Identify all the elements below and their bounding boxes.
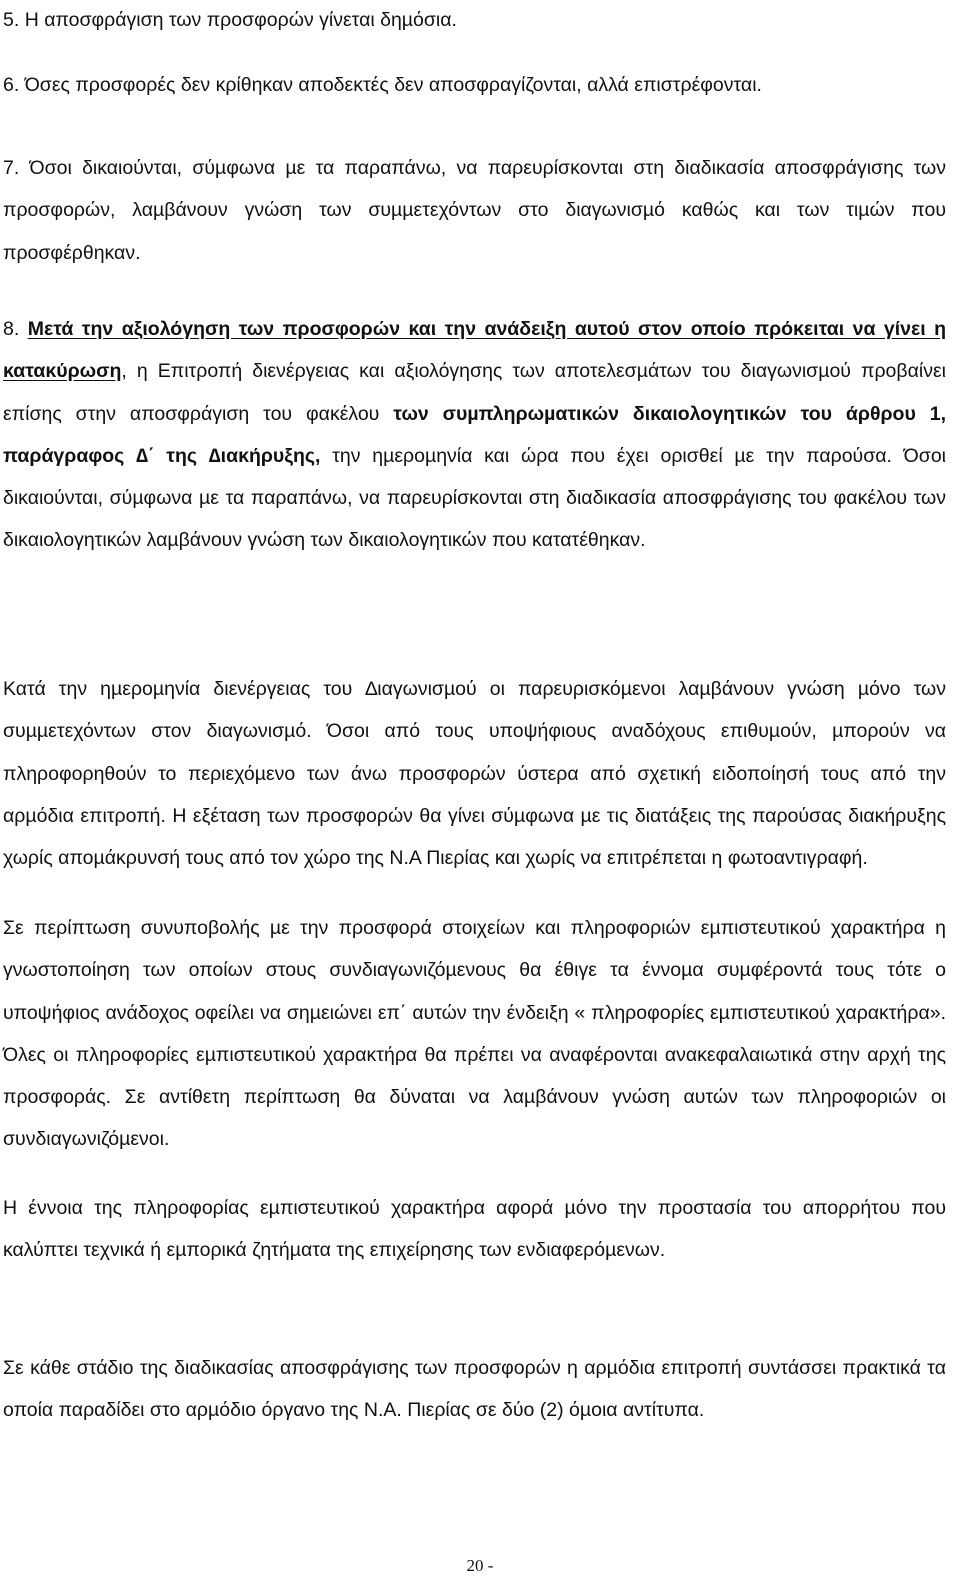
paragraph-confidential-definition: Η έννοια της πληροφορίας εµπιστευτικού χαρακτήρα αφορά µόνο την προστασία του απορρήτου που καλύπτει τεχνικά ή εµπορικά ζητήµατα της επιχείρησης των ενδιαφερόµενων. bbox=[3, 1197, 946, 1262]
list-item-number: 8. bbox=[3, 318, 20, 340]
bold-underlined-lead: Μετά την αξιολόγηση των προσφορών και την ανάδειξη αυτού στον οποίο πρόκειται να γίνει η κατακύρωση bbox=[3, 318, 947, 383]
list-item-6 bbox=[3, 64, 946, 106]
paragraph-confidential-info: Σε περίπτωση συνυποβολής µε την προσφορά στοιχείων και πληροφοριών εµπιστευτικού χαρακτήρα η γνωστοποίηση των οποίων στους συνδιαγωνιζόµενους θα έθιγε τα έννοµα συµφέροντά τους τότε ο υποψήφιος ανάδοχος οφείλει να σηµειώνει επ΄ αυτών την ένδειξη « πληροφορίες εµπιστευτικού χαρακτήρα». Όλες οι πληροφορίες εµπιστευτικού χαρακτήρα θα πρέπει να αναφέρονται ανακεφαλαιωτικά στην αρχή της προσφοράς. Σε αντίθετη περίπτωση θα δύναται να λαµβάνουν γνώση αυτών των πληροφοριών οι συνδιαγωνιζόµενοι. bbox=[3, 917, 946, 1151]
page-number: 20 - bbox=[466, 1556, 494, 1575]
list-item-7 bbox=[3, 147, 946, 274]
list-item-8 bbox=[3, 308, 946, 562]
list-item-number: 7. bbox=[3, 157, 20, 179]
list-item-number: 6. bbox=[3, 74, 20, 96]
paragraph-minutes: Σε κάθε στάδιο της διαδικασίας αποσφράγισης των προσφορών η αρµόδια επιτροπή συντάσσει πρακτικά τα οποία παραδίδει στο αρµόδιο όργανο της Ν.Α. Πιερίας σε δύο (2) όµοια αντίτυπα. bbox=[3, 1357, 946, 1422]
list-item-text: Όσοι δικαιούνται, σύµφωνα µε τα παραπάνω, να παρευρίσκονται στη διαδικασία αποσφράγισης των προσφορών, λαµβάνουν γνώση των συµµετεχόντων στο διαγωνισµό καθώς και των τιµών που προσφέρθηκαν. bbox=[3, 157, 946, 264]
list-item-text-continued: την ηµεροµηνία και ώρα που έχει ορισθεί µε την παρούσα. Όσοι δικαιούνται, σύµφωνα µε τα παραπάνω, να παρευρίσκονται στη διαδικασία αποσφράγισης του φακέλου των δικαιολογητικών λαµβάνουν γνώση των δικαιολογητικών που κατατέθηκαν. bbox=[3, 444, 946, 552]
list-item-text: Όσες προσφορές δεν κρίθηκαν αποδεκτές δεν αποσφραγίζονται, αλλά επιστρέφονται. bbox=[24, 74, 762, 96]
list-item-text: Η αποσφράγιση των προσφορών γίνεται δηµόσια. bbox=[24, 9, 457, 31]
paragraph-tender-day: Κατά την ηµεροµηνία διενέργειας του ∆ιαγωνισµού οι παρευρισκόµενοι λαµβάνουν γνώση µόνο των συµµετεχόντων στον διαγωνισµό. Όσοι από τους υποψήφιους αναδόχους επιθυµούν, µπορούν να πληροφορηθούν το περιεχόµενο των άνω προσφορών ύστερα από σχετική ειδοποίησή τους από την αρµόδια επιτροπή. Η εξέταση των προσφορών θα γίνει σύµφωνα µε τις διατάξεις της παρούσας διακήρυξης χωρίς αποµάκρυνσή τους από τον χώρο της Ν.Α Πιερίας και χωρίς να επιτρέπεται η φωτοαντιγραφή. bbox=[3, 678, 946, 870]
list-item-number: 5. bbox=[3, 9, 20, 31]
list-item-5 bbox=[3, 0, 946, 41]
bold-reference: των συµπληρωµατικών δικαιολογητικών του άρθρου 1, παράγραφος ∆΄ της ∆ιακήρυξης, bbox=[3, 402, 947, 467]
list-item-text: , η Επιτροπή διενέργειας και αξιολόγησης των αποτελεσµάτων του διαγωνισµού προβαίνει επίσης στην αποσφράγιση του φακέλου bbox=[3, 360, 946, 425]
